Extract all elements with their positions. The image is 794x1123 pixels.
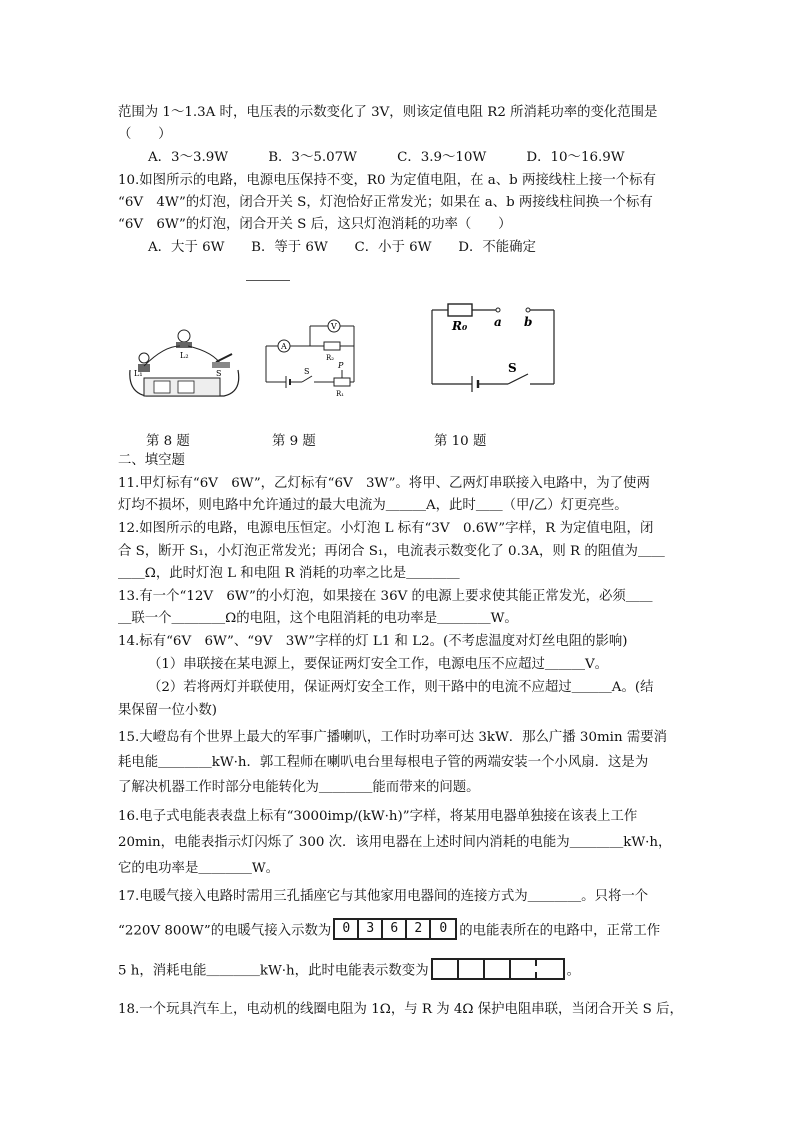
fig10-r0-label: R₀ (452, 319, 468, 333)
figure-8-caption: 第 8 题 (146, 434, 190, 449)
q13-line1: 13.有一个“12V 6W”的小灯泡，如果接在 36V 的电源上要求使其能正常发光，必须＿＿ (118, 589, 653, 604)
meter-digit: 6 (383, 920, 407, 938)
fig10-s-label: S (508, 361, 517, 375)
figure-8-circuit (124, 322, 248, 404)
section-title: 二、填空题 (118, 453, 185, 468)
q16-line3: 它的电功率是＿＿＿＿W。 (118, 861, 280, 876)
q12-line2: 合 S，断开 S₁，小灯泡正常发光；再闭合 S₁，电流表示数变化了 0.3A，则 R 的阻值为＿＿ (118, 544, 665, 559)
fig8-s-label: S (216, 369, 222, 378)
figure-10-caption: 第 10 题 (434, 434, 487, 449)
q17-line1: 17.电暖气接入电路时需用三孔插座它与其他家用电器间的连接方式为＿＿＿＿。只将一个 (118, 889, 649, 904)
meter-blank-digit (537, 960, 563, 978)
meter-blank-digit (459, 960, 485, 978)
q10-line1: 10.如图所示的电路，电源电压保持不变，R0 为定值电阻，在 a、b 两接线柱上接一个标有 (118, 173, 656, 188)
figure-9-caption: 第 9 题 (272, 434, 316, 449)
fig8-l2-label: L₂ (180, 351, 189, 360)
fig9-ammeter-label: A (281, 342, 287, 351)
q16-line2: 20min，电能表指示灯闪烁了 300 次．该用电器在上述时间内消耗的电能为＿＿＿＿kW·h， (118, 835, 672, 850)
meter-blank-digit (433, 960, 459, 978)
q11-line1: 11.甲灯标有“6V 6W”，乙灯标有“6V 3W”。将甲、乙两灯串联接入电路中，为了使两 (118, 476, 650, 491)
q17-line3-end: 。 (566, 963, 580, 979)
figure-10-circuit (428, 300, 564, 396)
fig9-r2-label: R₂ (326, 354, 335, 362)
fig10-a-label: a (494, 315, 502, 329)
fig9-r1-label: R₁ (336, 390, 345, 398)
q9-line2: （ ） (118, 127, 172, 142)
fig9-s-label: S (304, 367, 310, 376)
q15-line2: 耗电能＿＿＿＿kW·h．郭工程师在喇叭电台里每根电子管的两端安装一个小风扇．这是为 (118, 755, 649, 770)
meter-digit: 0 (439, 921, 448, 936)
q12-line3: ＿＿Ω，此时灯泡 L 和电阻 R 消耗的功率之比是＿＿＿＿ (118, 566, 460, 581)
fig9-voltmeter-label: V (331, 322, 337, 331)
q10-options: A．大于 6W B．等于 6W C．小于 6W D．不能确定 (148, 240, 536, 255)
energy-meter-blank (431, 958, 565, 980)
q17-line2-start: “220V 800W”的电暖气接入示数为 (118, 923, 332, 939)
figure-9-circuit (264, 318, 364, 400)
q13-line2: ＿联一个＿＿＿＿Ω的电阻，这个电阻消耗的电功率是＿＿＿＿W。 (118, 611, 518, 626)
q9-line1: 范围为 1～1.3A 时，电压表的示数变化了 3V，则该定值电阻 R2 所消耗功率的变化范围是 (118, 105, 658, 120)
q16-line1: 16.电子式电能表表盘上标有“3000imp/(kW·h)”字样，将某用电器单独接在该表上工作 (118, 809, 638, 824)
meter-digit: 2 (407, 920, 431, 938)
q10-line3: “6V 6W”的灯泡，闭合开关 S 后，这只灯泡消耗的功率（ ） (118, 217, 512, 232)
meter-digit: 0 (335, 920, 359, 938)
energy-meter-reading (333, 918, 457, 940)
q10-line2: “6V 4W”的灯泡，闭合开关 S，灯泡恰好正常发光；如果在 a、b 两接线柱间换一个标有 (118, 195, 653, 210)
meter-digit: 3 (359, 920, 383, 938)
meter-blank-digit (485, 960, 511, 978)
q9-options: A．3～3.9W B．3～5.07W C．3.9～10W D．10～16.9W (148, 150, 625, 165)
q17-line2-end: 的电能表所在的电路中，正常工作 (459, 923, 661, 939)
q14-line1: 14.标有“6V 6W”、“9V 3W”字样的灯 L1 和 L2。(不考虑温度对灯丝电阻的影响) (118, 634, 628, 649)
q14-line2: （1）串联接在某电源上，要保证两灯安全工作，电源电压不应超过＿＿＿V。 (148, 657, 609, 672)
q11-line2: 灯均不损坏，则电路中允许通过的最大电流为＿＿＿A，此时＿＿（甲/乙）灯更亮些。 (118, 498, 628, 513)
q18-line1: 18.一个玩具汽车上，电动机的线圈电阻为 1Ω，与 R 为 4Ω 保护电阻串联，当闭合开关 S 后， (118, 1002, 683, 1017)
meter-blank-digit (511, 960, 537, 978)
q15-line1: 15.大嶝岛有个世界上最大的军事广播喇叭，工作时功率可达 3kW．那么广播 30min 需要消 (118, 730, 667, 745)
fig8-l1-label: L₁ (134, 369, 143, 378)
q12-line1: 12.如图所示的电路，电源电压恒定。小灯泡 L 标有“3V 0.6W”字样，R 为定值电阻，闭 (118, 521, 654, 536)
q17-line3-start: 5 h，消耗电能＿＿＿＿kW·h，此时电能表示数变为 (118, 963, 429, 979)
fig10-b-label: b (524, 315, 533, 329)
q15-line3: 了解决机器工作时部分电能转化为＿＿＿＿能而带来的问题。 (118, 780, 480, 795)
q17-line2 (118, 920, 660, 942)
q14-line4: 果保留一位小数) (118, 703, 217, 718)
stray-line (246, 280, 290, 281)
q17-line3 (118, 960, 580, 982)
fig9-p-label: P (338, 361, 344, 370)
q14-line3: （2）若将两灯并联使用，保证两灯安全工作，则干路中的电流不应超过＿＿＿A。(结 (148, 680, 654, 695)
